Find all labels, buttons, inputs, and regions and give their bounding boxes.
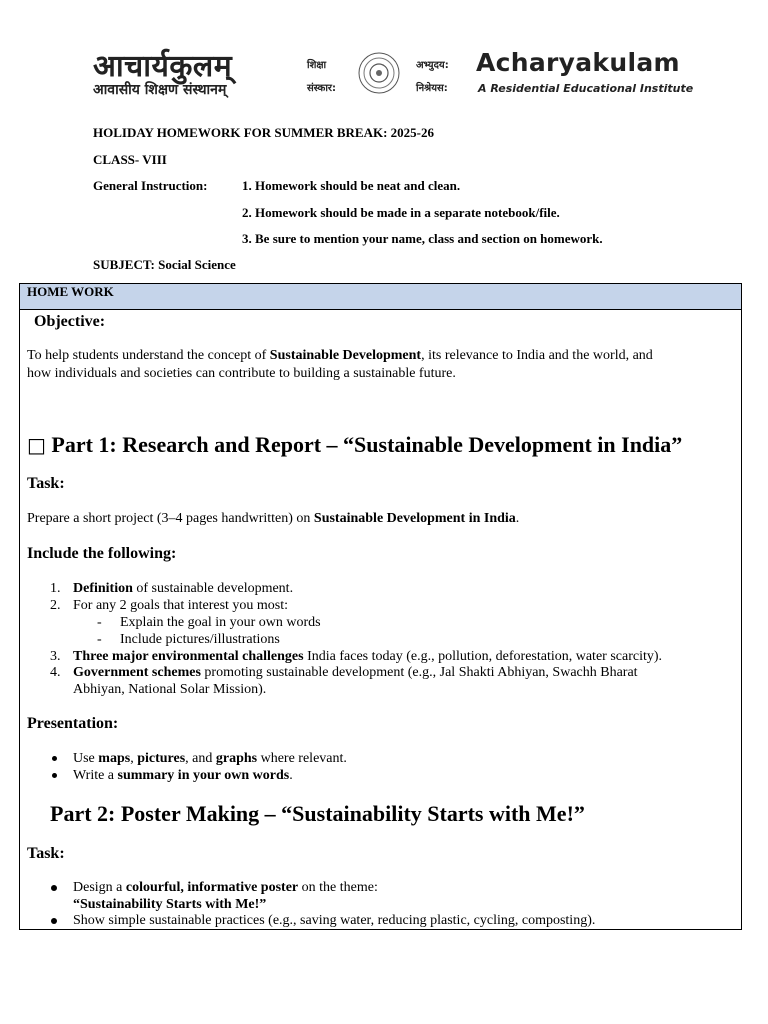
objective-line-2: how individuals and societies can contribute to building a sustainable future.: [27, 366, 456, 381]
instruction-1: 1. Homework should be neat and clean.: [242, 178, 461, 193]
school-english-subtitle: A Residential Educational Institute: [478, 82, 694, 95]
list-item: Government schemes promoting sustainable development (e.g., Jal Shakti Abhiyan, Swachh Bharat: [73, 665, 638, 680]
part1-task: Prepare a short project (3–4 pages handwritten) on Sustainable Development in India.: [27, 511, 520, 526]
poster-item: Show simple sustainable practices (e.g., saving water, reducing plastic, cycling, composting).: [73, 913, 596, 928]
bullet-icon: [51, 885, 57, 891]
poster-theme: “Sustainability Starts with Me!”: [73, 897, 267, 912]
part1-box-icon: □: [27, 433, 46, 457]
subject-label: SUBJECT: Social Science: [93, 257, 236, 272]
motto-word-3: अभ्युदय:: [416, 60, 449, 71]
presentation-item: Use maps, pictures, and graphs where relevant.: [73, 751, 347, 766]
bullet-icon: [52, 756, 57, 761]
homework-header: [20, 284, 741, 310]
list-item: For any 2 goals that interest you most:: [73, 598, 289, 613]
doc-title: HOLIDAY HOMEWORK FOR SUMMER BREAK: 2025-26: [93, 125, 435, 140]
list-dash: -: [97, 615, 102, 630]
list-number: 1.: [50, 581, 61, 596]
include-label: Include the following:: [27, 545, 177, 562]
bullet-icon: [51, 918, 57, 924]
part1-title: □ Part 1: Research and Report – “Sustainable Development in India”: [27, 432, 683, 457]
list-dash: -: [97, 632, 102, 647]
school-english-name: Acharyakulam: [476, 48, 680, 77]
list-number: 3.: [50, 649, 61, 664]
list-subitem: Include pictures/illustrations: [120, 632, 280, 647]
list-item: Definition of sustainable development.: [73, 581, 294, 596]
list-item-continuation: Abhiyan, National Solar Mission).: [73, 682, 267, 697]
bullet-icon: [52, 773, 57, 778]
school-hindi-subtitle: आवासीय शिक्षण संस्थानम्: [93, 82, 227, 98]
instruction-3: 3. Be sure to mention your name, class and section on homework.: [242, 231, 603, 246]
list-item: Three major environmental challenges India faces today (e.g., pollution, deforestation, water scarcity).: [73, 649, 663, 664]
list-number: 2.: [50, 598, 61, 613]
list-number: 4.: [50, 665, 61, 680]
instruction-label: General Instruction:: [93, 178, 208, 193]
school-seal-icon: [358, 52, 400, 94]
class-label: CLASS- VIII: [93, 152, 167, 167]
school-hindi-name: आचार्यकुलम्: [93, 49, 233, 84]
objective-title: Objective:: [34, 313, 106, 330]
motto-word-4: निश्रेयस:: [416, 83, 448, 94]
instruction-2: 2. Homework should be made in a separate notebook/file.: [242, 205, 560, 220]
poster-item: Design a colourful, informative poster on the theme:: [73, 880, 378, 895]
motto-word-1: शिक्षा: [307, 60, 327, 71]
part1-task-label: Task:: [27, 475, 65, 492]
part2-task-label: Task:: [27, 845, 65, 862]
motto-word-2: संस्कार:: [307, 83, 337, 94]
part2-title: Part 2: Poster Making – “Sustainability Starts with Me!”: [50, 801, 585, 826]
homework-header-label: HOME WORK: [27, 284, 114, 299]
presentation-item: Write a summary in your own words.: [73, 768, 293, 783]
objective-line-1: To help students understand the concept of Sustainable Development, its relevance to India and the world, and: [27, 348, 653, 363]
list-subitem: Explain the goal in your own words: [120, 615, 321, 630]
presentation-label: Presentation:: [27, 715, 119, 732]
